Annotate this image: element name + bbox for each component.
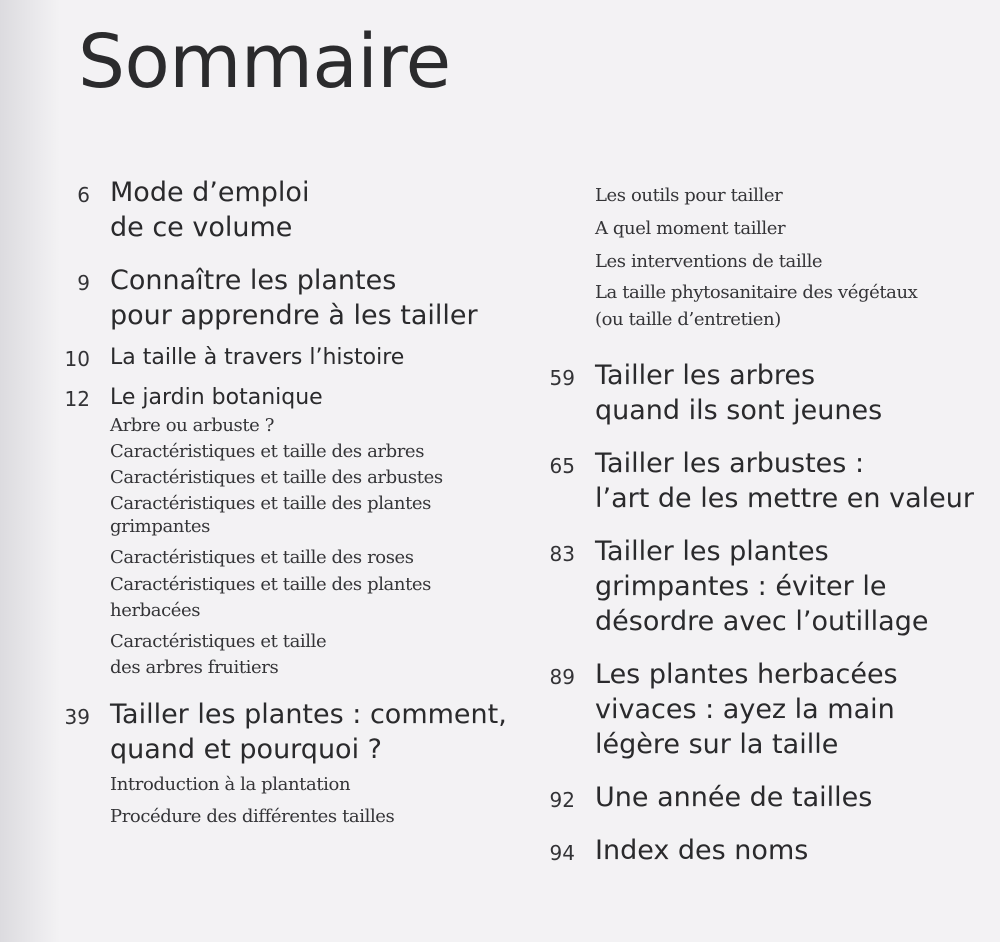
toc-entry-jardin-botanique xyxy=(40,383,510,681)
toc-subitem-line: Caractéristiques et taille xyxy=(110,631,327,652)
entry-title-line: l’art de les mettre en valeur xyxy=(595,483,974,514)
toc-subitem: Les interventions de taille xyxy=(595,251,823,272)
toc-subitem-line: Caractéristiques et taille des plantes xyxy=(110,574,431,595)
page-number: 94 xyxy=(549,841,575,865)
entry-title-line: légère sur la taille xyxy=(595,729,839,760)
toc-subitem: Procédure des différentes tailles xyxy=(110,806,395,827)
entry-title-line: Les plantes herbacées xyxy=(595,659,898,690)
entry-title-line: Tailler les plantes xyxy=(595,536,829,567)
toc-subitems xyxy=(110,413,510,681)
toc-subitem-line: des arbres fruitiers xyxy=(110,657,279,678)
toc-subitem: Caractéristiques et taille des arbres xyxy=(110,441,425,462)
entry-title-line: Connaître les plantes xyxy=(110,265,397,296)
page-number: 6 xyxy=(77,183,90,207)
toc-left-column xyxy=(40,175,510,833)
entry-title-line: Une année de tailles xyxy=(595,782,873,813)
page-number: 9 xyxy=(77,271,90,295)
toc-subitem: A quel moment tailler xyxy=(595,218,786,239)
toc-subitem-line: La taille phytosanitaire des végétaux xyxy=(595,282,918,303)
toc-subitem: Les outils pour tailler xyxy=(595,185,783,206)
page-number: 83 xyxy=(549,542,575,566)
entry-title-line: pour apprendre à les tailler xyxy=(110,300,478,331)
toc-subitem xyxy=(110,571,510,623)
entry-title-line: Mode d’emploi xyxy=(110,177,310,208)
entry-title-line: Tailler les plantes : comment, xyxy=(110,699,507,730)
page-number: 39 xyxy=(64,705,90,729)
entry-title-line: La taille à travers l’histoire xyxy=(110,345,405,370)
toc-subitem-line: grimpantes xyxy=(110,516,210,537)
page-number: 12 xyxy=(64,387,90,411)
entry-title-line: Tailler les arbres xyxy=(595,360,816,391)
toc-subitem xyxy=(110,629,510,681)
entry-title-line: quand et pourquoi ? xyxy=(110,734,382,765)
page-number: 59 xyxy=(549,366,575,390)
entry-title-line: grimpantes : éviter le xyxy=(595,571,887,602)
toc-entry-arbustes xyxy=(525,446,995,516)
toc-subitem xyxy=(595,278,995,332)
entry-title-line: Tailler les arbustes : xyxy=(595,448,865,479)
toc-subitems xyxy=(595,179,995,332)
page-title: Sommaire xyxy=(78,19,451,105)
entry-title-line: quand ils sont jeunes xyxy=(595,395,883,426)
toc-right-column xyxy=(525,185,995,868)
toc-subitem: Introduction à la plantation xyxy=(110,774,351,795)
toc-subitem-line: Caractéristiques et taille des plantes xyxy=(110,493,431,514)
page-number: 92 xyxy=(549,788,575,812)
entry-title-line: désordre avec l’outillage xyxy=(595,606,929,637)
toc-subitem xyxy=(110,491,510,539)
toc-entry-connaitre xyxy=(40,263,510,333)
toc-entry-herbacees xyxy=(525,657,995,762)
toc-subitems xyxy=(110,769,510,833)
toc-entry-mode-emploi xyxy=(40,175,510,245)
entry-title-line: Index des noms xyxy=(595,835,809,866)
toc-continued-subitems xyxy=(525,179,995,332)
toc-subitem: Caractéristiques et taille des arbustes xyxy=(110,467,443,488)
toc-entry-arbres-jeunes xyxy=(525,358,995,428)
toc-subitem: Arbre ou arbuste ? xyxy=(110,415,275,436)
toc-entry-histoire xyxy=(40,343,510,373)
entry-title-line: Le jardin botanique xyxy=(110,385,323,410)
entry-title-line: de ce volume xyxy=(110,212,293,243)
toc-subitem-line: (ou taille d’entretien) xyxy=(595,309,781,330)
toc-entry-index xyxy=(525,833,995,868)
toc-entry-annee-tailles xyxy=(525,780,995,815)
page-number: 65 xyxy=(549,454,575,478)
page-number: 10 xyxy=(64,347,90,371)
page-number: 89 xyxy=(549,665,575,689)
toc-subitem: Caractéristiques et taille des roses xyxy=(110,547,414,568)
toc-entry-grimpantes xyxy=(525,534,995,639)
entry-title-line: vivaces : ayez la main xyxy=(595,694,895,725)
toc-entry-tailler-plantes xyxy=(40,697,510,833)
toc-subitem-line: herbacées xyxy=(110,600,201,621)
